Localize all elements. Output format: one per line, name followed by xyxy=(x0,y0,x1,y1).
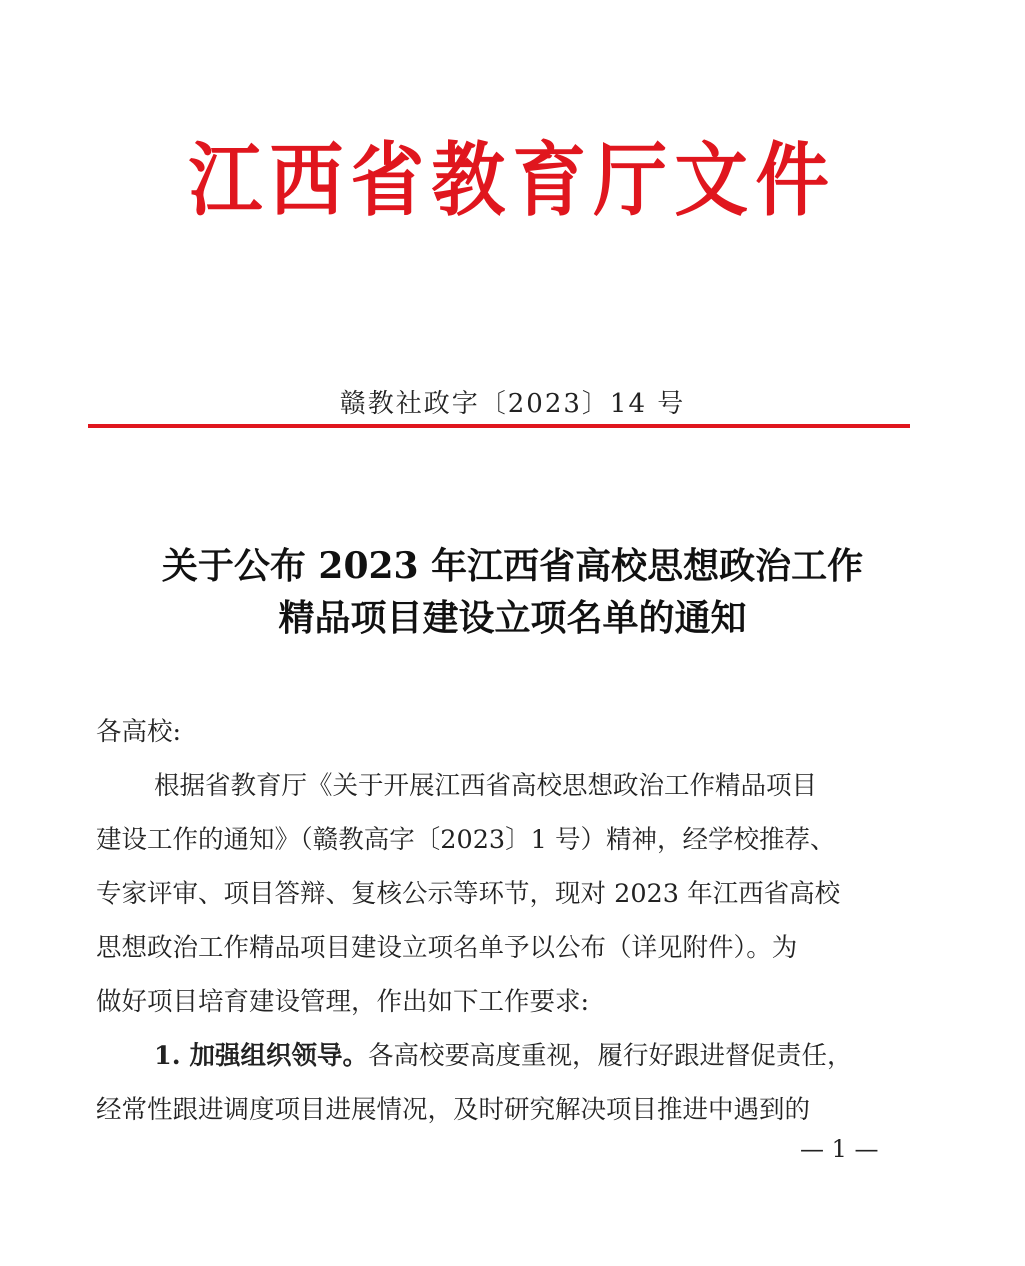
notice-body xyxy=(96,705,921,1137)
notice-title xyxy=(0,540,1025,644)
item-1-heading: 1. 加强组织领导。 xyxy=(154,1041,368,1071)
item-1-continuation: 经常性跟进调度项目进展情况，及时研究解决项目推进中遇到的 xyxy=(96,1095,811,1125)
notice-title-line-2: 精品项目建设立项名单的通知 xyxy=(278,597,747,639)
document-header-title: 江西省教育厅文件 xyxy=(188,133,837,227)
item-1-text: 各高校要高度重视，履行好跟进督促责任， xyxy=(368,1041,853,1071)
paragraph-line: 思想政治工作精品项目建设立项名单予以公布（详见附件）。为 xyxy=(96,933,798,963)
document-number: 赣教社政字〔2023〕14 号 xyxy=(339,389,686,419)
red-divider xyxy=(88,424,910,428)
item-1 xyxy=(96,1029,921,1083)
salutation: 各高校: xyxy=(96,717,182,747)
paragraph-line: 做好项目培育建设管理，作出如下工作要求: xyxy=(96,987,590,1017)
page-number: — 1 — xyxy=(800,1135,879,1163)
paragraph-line: 建设工作的通知》（赣教高字〔2023〕1 号）精神，经学校推荐、 xyxy=(96,825,836,855)
notice-title-line-1: 关于公布 2023 年江西省高校思想政治工作 xyxy=(161,545,864,587)
paragraph-line: 专家评审、项目答辩、复核公示等环节，现对 2023 年江西省高校 xyxy=(96,879,841,909)
paragraph-line: 根据省教育厅《关于开展江西省高校思想政治工作精品项目 xyxy=(154,771,818,801)
